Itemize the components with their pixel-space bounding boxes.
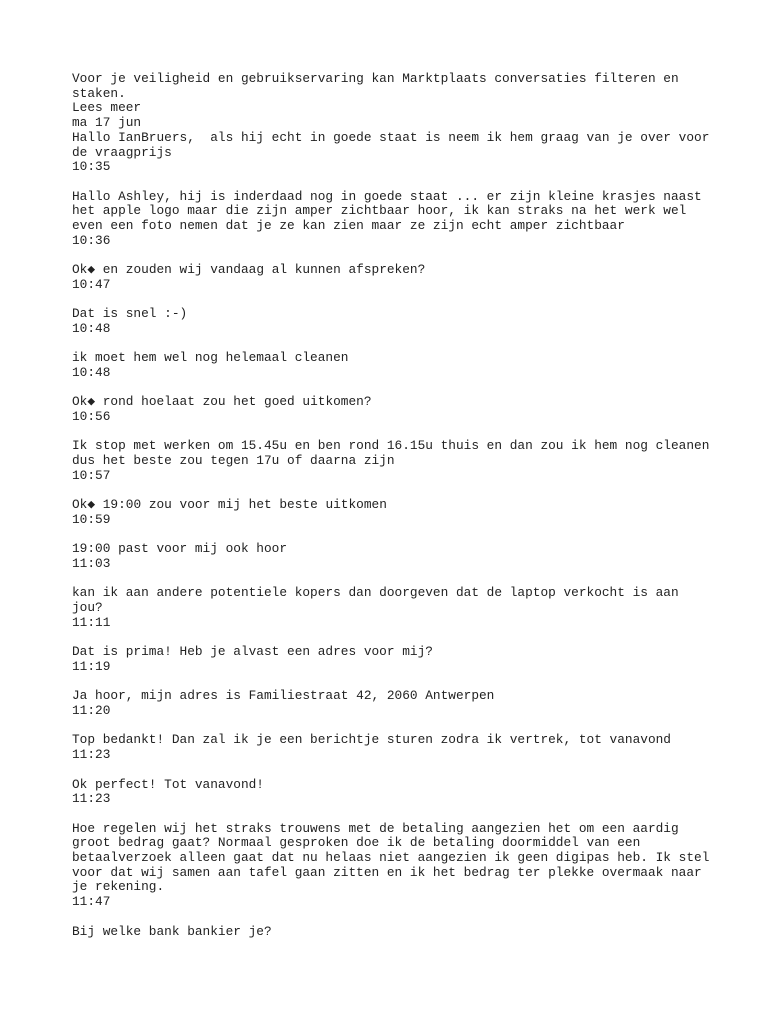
message-item [72, 822, 712, 910]
message-time: 10:56 [72, 409, 111, 425]
message-time: 10:57 [72, 467, 111, 483]
message-text: Hoe regelen wij het straks trouwens met de betaling aangezien het om een aardig groot bedrag gaat? Normaal gesproken doe ik de betaling doormiddel van een betaalverzoek alleen gaat dat nu helaas niet aangezien ik geen digipas heb. Ik stel voor dat wij samen aan tafel gaan zitten en ik het bedrag ter plekke overmaak naar je rekening. [72, 820, 710, 895]
message-text: Hallo Ashley, hij is inderdaad nog in goede staat ... er zijn kleine krasjes naast het apple logo maar die zijn amper zichtbaar hoor, ik kan straks na het werk wel even een foto nemen dat je ze kan zien maar ze zijn echt amper zichtbaar [72, 188, 702, 234]
message-text: Ik stop met werken om 15.45u en ben rond 16.15u thuis en dan zou ik hem nog cleanen dus het beste zou tegen 17u of daarna zijn [72, 438, 710, 469]
message-item [72, 733, 712, 762]
message-time: 10:35 [72, 159, 111, 175]
message-text: Top bedankt! Dan zal ik je een berichtje sturen zodra ik vertrek, tot vanavond [72, 732, 671, 748]
message-text: 19:00 past voor mij ook hoor [72, 541, 288, 557]
message-item [72, 778, 712, 807]
message-text: Dat is snel :-) [72, 306, 188, 322]
conversation-document [72, 72, 712, 954]
message-time: 10:59 [72, 511, 111, 527]
message-time: 11:19 [72, 658, 111, 674]
message-text: kan ik aan andere potentiele kopers dan doorgeven dat de laptop verkocht is aan jou? [72, 585, 679, 616]
message-item [72, 586, 712, 630]
message-time: 11:11 [72, 614, 111, 630]
message-text: Ok◆ 19:00 zou voor mij het beste uitkomen [72, 497, 387, 513]
message-item [72, 645, 712, 674]
message-item [72, 395, 712, 424]
message-text: Ja hoor, mijn adres is Familiestraat 42, 2060 Antwerpen [72, 688, 495, 704]
read-more-link[interactable]: Lees meer [72, 100, 142, 116]
message-item [72, 131, 712, 175]
message-text: Dat is prima! Heb je alvast een adres voor mij? [72, 644, 433, 660]
message-item [72, 263, 712, 292]
message-time: 11:03 [72, 556, 111, 572]
message-item [72, 190, 712, 249]
message-time: 10:36 [72, 232, 111, 248]
message-text: Hallo IanBruers, als hij echt in goede staat is neem ik hem graag van je over voor de vraagprijs [72, 129, 710, 160]
safety-notice: Voor je veiligheid en gebruikservaring kan Marktplaats conversaties filteren en staken. [72, 71, 679, 101]
message-text: Ok perfect! Tot vanavond! [72, 776, 264, 792]
conversation-date: ma 17 jun [72, 115, 142, 131]
message-item [72, 498, 712, 527]
message-text: ik moet hem wel nog helemaal cleanen [72, 350, 349, 366]
message-text: Bij welke bank bankier je? [72, 923, 272, 939]
message-item [72, 542, 712, 571]
message-text: Ok◆ rond hoelaat zou het goed uitkomen? [72, 394, 372, 410]
message-text: Ok◆ en zouden wij vandaag al kunnen afspreken? [72, 262, 426, 278]
message-time: 10:47 [72, 276, 111, 292]
message-item [72, 439, 712, 483]
message-time: 11:20 [72, 703, 111, 719]
message-item [72, 351, 712, 380]
message-item [72, 689, 712, 718]
message-time: 11:47 [72, 894, 111, 910]
message-time: 10:48 [72, 365, 111, 380]
message-time: 11:23 [72, 747, 111, 763]
message-time: 11:23 [72, 791, 111, 807]
message-item [72, 307, 712, 336]
message-item [72, 925, 712, 940]
message-time: 10:48 [72, 320, 111, 336]
